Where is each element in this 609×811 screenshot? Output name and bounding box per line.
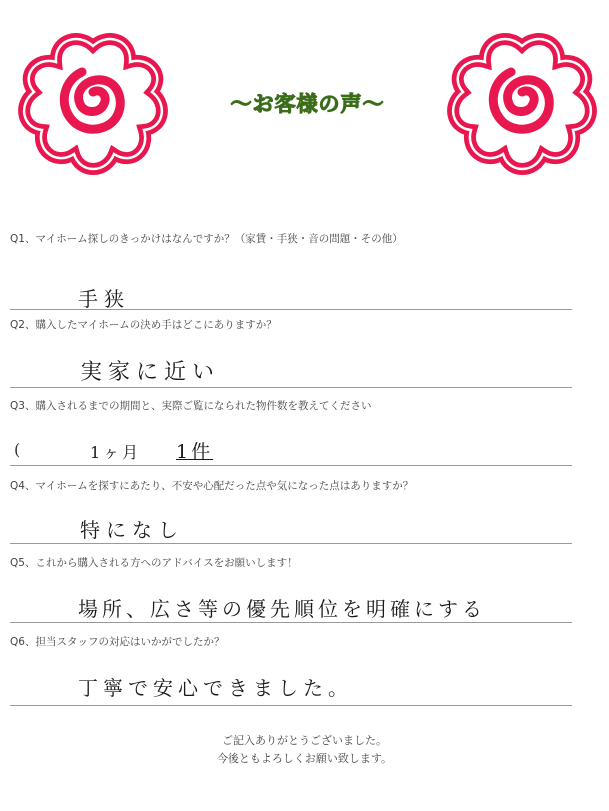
flower-decoration-right [447,28,597,178]
question-1: Q1、マイホーム探しのきっかけはなんですか？（家賃・手狭・音の問題・その他） [10,233,403,245]
flower-decoration-left [18,28,168,178]
answer-line-1 [10,309,572,310]
question-3: Q3、購入されるまでの期間と、実際ご覧になられた物件数を教えてください [10,400,372,412]
question-6: Q6、担当スタッフの対応はいかがでしたか？ [10,636,225,648]
answer-3-count: 1件 [176,441,214,463]
question-4: Q4、マイホームを探すにあたり、不安や心配だった点や気になった点はありますか？ [10,480,414,492]
answer-line-6 [10,705,572,706]
bracket-mark: ( [14,440,21,459]
answer-line-5 [10,622,572,623]
answer-line-3 [10,465,572,466]
question-5: Q5、これから購入される方へのアドバイスをお願いします！ [10,557,298,569]
answer-5: 場所、広さ等の優先順位を明確にする [78,597,486,621]
answer-line-4 [10,543,572,544]
question-2: Q2、購入したマイホームの決め手はどこにありますか？ [10,319,277,331]
flower-icon [447,28,597,178]
closing-regards: 今後ともよろしくお願い致します。 [216,752,393,765]
answer-1: 手狭 [78,287,130,311]
answer-2: 実家に近い [80,360,221,385]
answer-line-2 [10,387,572,388]
flower-icon [18,28,168,178]
page-title: ～お客様の声～ [230,92,385,116]
closing-thanks: ご記入ありがとうございました。 [222,734,387,747]
answer-4: 特になし [80,518,184,542]
answer-6: 丁寧で安心できました。 [78,676,353,700]
answer-3-period: 1ヶ月 [90,443,142,462]
